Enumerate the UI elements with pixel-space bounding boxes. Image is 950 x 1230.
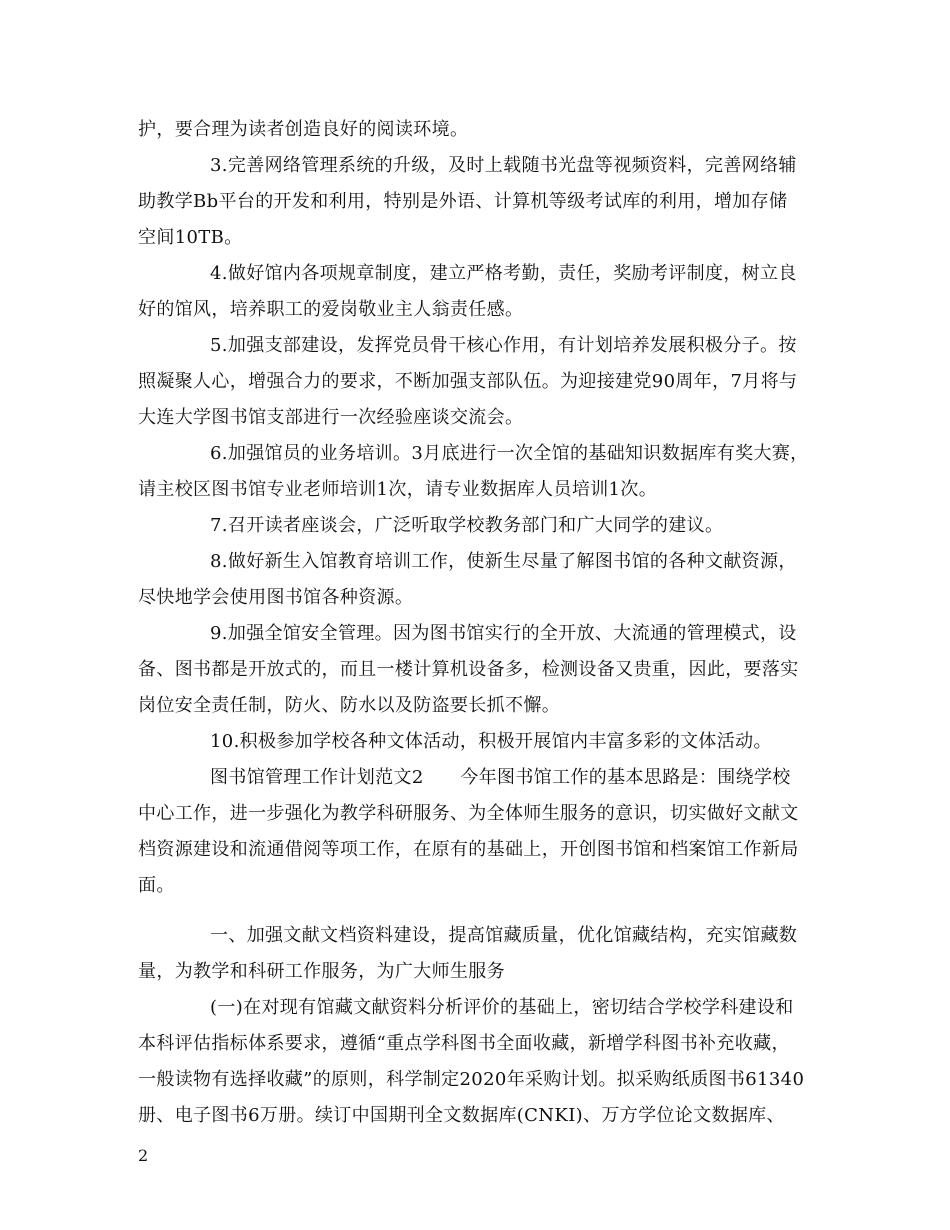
paragraph-line: 3.完善网络管理系统的升级，及时上载随书光盘等视频资料，完善网络辅 xyxy=(210,155,797,176)
paragraph-line: 5.加强支部建设，发挥党员骨干核心作用，有计划培养发展积极分子。按 xyxy=(210,335,797,356)
paragraph-line: 好的馆风，培养职工的爱岗敬业主人翁责任感。 xyxy=(138,299,524,320)
paragraph-line: 图书馆管理工作计划范文2 今年图书馆工作的基本思路是：围绕学校 xyxy=(210,767,791,788)
paragraph-line: 岗位安全责任制，防火、防水以及防盗要长抓不懈。 xyxy=(138,695,561,716)
document-body xyxy=(138,112,816,1134)
paragraph-line: 备、图书都是开放式的，而且一楼计算机设备多，检测设备又贵重，因此，要落实 xyxy=(138,659,799,680)
paragraph-line: 照凝聚人心，增强合力的要求，不断加强支部队伍。为迎接建党90周年，7月将与 xyxy=(138,371,798,392)
paragraph-line: 一、加强文献文档资料建设，提高馆藏质量，优化馆藏结构，充实馆藏数 xyxy=(210,925,798,946)
paragraph-line: 尽快地学会使用图书馆各种资源。 xyxy=(138,587,414,608)
paragraph-line: 4.做好馆内各项规章制度，建立严格考勤，责任，奖励考评制度，树立良 xyxy=(210,263,797,284)
paragraph-line: 6.加强馆员的业务培训。3月底进行一次全馆的基础知识数据库有奖大赛， xyxy=(210,443,809,464)
paragraph-line: 中心工作，进一步强化为教学科研服务、为全体师生服务的意识，切实做好文献文 xyxy=(138,803,799,824)
paragraph-line: 量，为教学和科研工作服务，为广大师生服务 xyxy=(138,961,505,982)
paragraph-line: 请主校区图书馆专业老师培训1次，请专业数据库人员培训1次。 xyxy=(138,479,658,500)
paragraph-line: 护，要合理为读者创造良好的阅读环境。 xyxy=(138,119,469,140)
paragraph-line: 大连大学图书馆支部进行一次经验座谈交流会。 xyxy=(138,407,524,428)
paragraph-line: 空间10TB。 xyxy=(138,227,243,248)
page-number: 2 xyxy=(138,1146,149,1165)
paragraph-line: 面。 xyxy=(138,875,175,896)
paragraph-line: 9.加强全馆安全管理。因为图书馆实行的全开放、大流通的管理模式，设 xyxy=(210,623,797,644)
paragraph-line: 8.做好新生入馆教育培训工作，使新生尽量了解图书馆的各种文献资源， xyxy=(210,551,797,572)
paragraph-line: 本科评估指标体系要求，遵循“重点学科图书全面收藏，新增学科图书补充收藏， xyxy=(138,1033,790,1054)
paragraph-line: (一)在对现有馆藏文献资料分析评价的基础上，密切结合学校学科建设和 xyxy=(210,997,794,1018)
paragraph-line: 档资源建设和流通借阅等项工作，在原有的基础上，开创图书馆和档案馆工作新局 xyxy=(138,839,799,860)
paragraph-line: 助教学Bb平台的开发和利用，特别是外语、计算机等级考试库的利用，增加存储 xyxy=(138,191,788,212)
paragraph-line: 7.召开读者座谈会，广泛听取学校教务部门和广大同学的建议。 xyxy=(210,515,724,536)
paragraph-line: 10.积极参加学校各种文体活动，积极开展馆内丰富多彩的文体活动。 xyxy=(210,731,772,752)
paragraph-line: 册、电子图书6万册。续订中国期刊全文数据库(CNKI)、万方学位论文数据库、 xyxy=(138,1105,785,1126)
paragraph-line: 一般读物有选择收藏”的原则，科学制定2020年采购计划。拟采购纸质图书61340 xyxy=(138,1069,805,1090)
